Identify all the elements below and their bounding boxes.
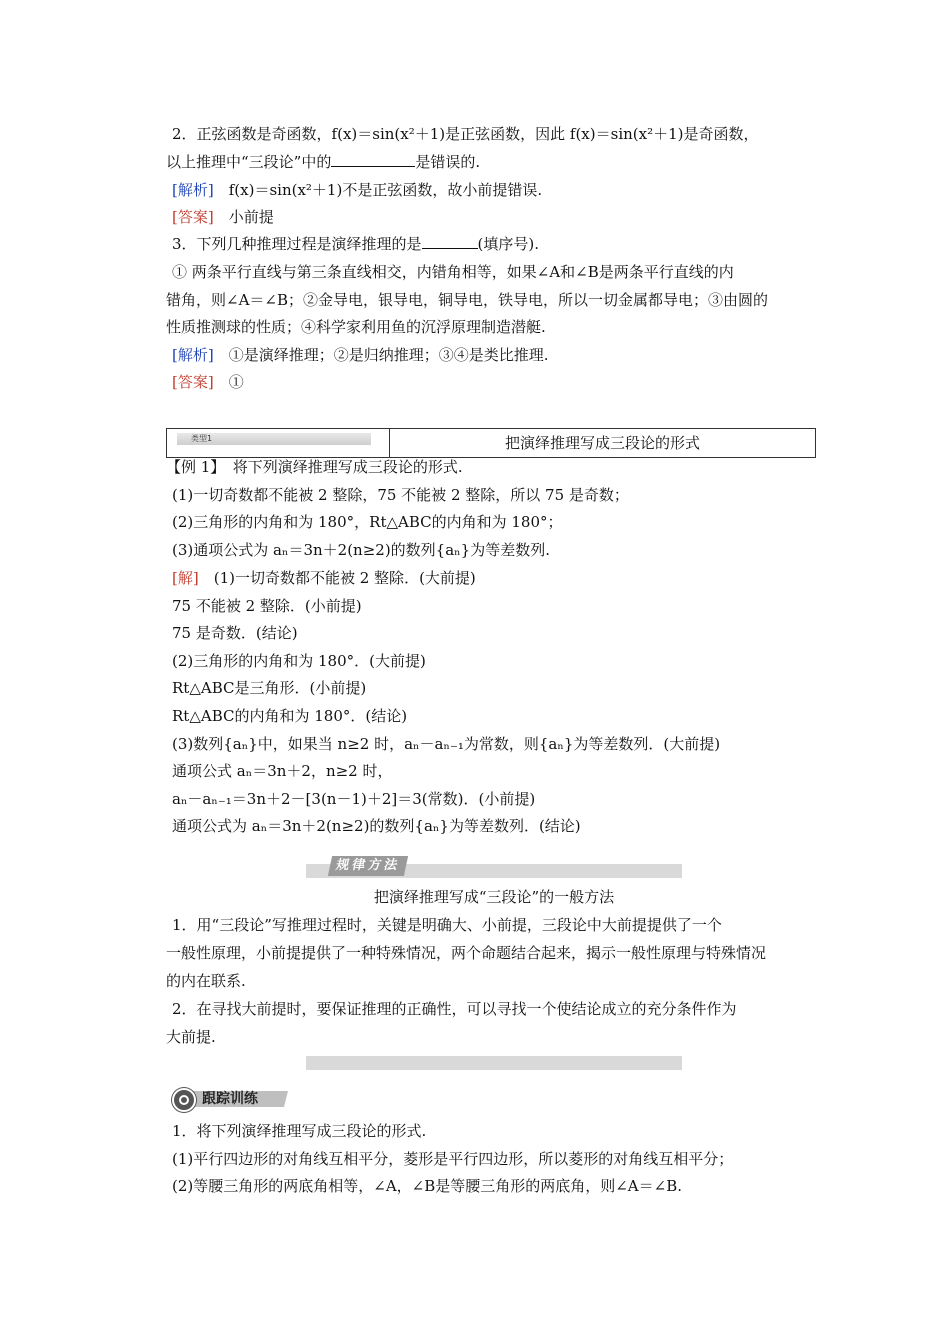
solution-text: (1)一切奇数都不能被 2 整除．(大前提) — [213, 569, 476, 587]
answer-text: 小前提 — [228, 208, 274, 226]
example-p2: (2)三角形的内角和为 180°，Rt△ABC的内角和为 180°； — [172, 513, 563, 531]
q3-stem-end: (填序号). — [477, 235, 540, 253]
solution-tag: [解] — [172, 569, 199, 587]
q2-line2 — [166, 151, 480, 173]
rule-1b: 一般性原理，小前提提供了一种特殊情况，两个命题结合起来，揭示一般性原理与特殊情况 — [166, 944, 767, 962]
q3-answer — [172, 371, 244, 393]
analysis-tag: [解析] — [172, 181, 214, 199]
rule-title: 把演绎推理写成“三段论”的一般方法 — [373, 888, 615, 906]
solution-line2: 75 不能被 2 整除．(小前提) — [172, 597, 362, 615]
rule-2b: 大前提. — [166, 1028, 216, 1046]
type-title: 把演绎推理写成三段论的形式 — [504, 434, 700, 452]
q2-line1: 2．正弦函数是奇函数，f(x)＝sin(x²＋1)是正弦函数，因此 f(x)＝sin(x²＋1)是奇函数， — [172, 125, 759, 143]
target-icon — [172, 1088, 196, 1112]
type-badge: 类型1 — [177, 433, 371, 445]
q3-analysis — [172, 344, 549, 366]
type-badge-cell — [167, 429, 390, 457]
q2-line2-text: 以上推理中“三段论”中的 — [166, 153, 332, 171]
solution-line6: Rt△ABC的内角和为 180°．(结论) — [172, 707, 408, 725]
solution-line10: 通项公式为 aₙ＝3n＋2(n≥2)的数列{aₙ}为等差数列．(结论) — [172, 817, 581, 835]
type-header-box — [166, 428, 816, 458]
analysis-text: ①是演绎推理；②是归纳推理；③④是类比推理. — [228, 346, 549, 364]
q3-stem: 3．下列几种推理过程是演绎推理的是 — [172, 235, 422, 253]
solution-line5: Rt△ABC是三角形．(小前提) — [172, 679, 367, 697]
rule-bottom-band — [306, 1056, 682, 1070]
answer-text: ① — [228, 373, 244, 391]
example-head: 【例 1】 将下列演绎推理写成三段论的形式. — [166, 458, 463, 476]
solution-line1 — [172, 567, 476, 589]
track-q1-2: (2)等腰三角形的两底角相等，∠A，∠B是等腰三角形的两底角，则∠A＝∠B. — [172, 1177, 683, 1195]
q3-opt2: 错角，则∠A＝∠B；②金导电，银导电，铜导电，铁导电，所以一切金属都导电；③由圆的 — [166, 291, 768, 309]
rule-1a: 1．用“三段论”写推理过程时，关键是明确大、小前提，三段论中大前提提供了一个 — [172, 916, 722, 934]
solution-line7: (3)数列{aₙ}中，如果当 n≥2 时，aₙ－aₙ₋₁为常数，则{aₙ}为等差数列．(大前提) — [172, 735, 721, 753]
solution-line3: 75 是奇数．(结论) — [172, 624, 298, 642]
analysis-text: f(x)＝sin(x²＋1)不是正弦函数，故小前提错误. — [228, 181, 543, 199]
solution-line8: 通项公式 aₙ＝3n＋2，n≥2 时， — [172, 762, 393, 780]
answer-blank — [422, 234, 478, 249]
track-label: 跟踪训练 — [202, 1091, 258, 1107]
solution-line4: (2)三角形的内角和为 180°．(大前提) — [172, 652, 426, 670]
track-badge — [172, 1088, 286, 1110]
solution-line9: aₙ－aₙ₋₁＝3n＋2－[3(n－1)＋2]＝3(常数)．(小前提) — [172, 790, 536, 808]
q2-answer — [172, 206, 274, 228]
q3-line1 — [172, 233, 539, 255]
example-p1: (1)一切奇数都不能被 2 整除，75 不能被 2 整除，所以 75 是奇数； — [172, 486, 629, 504]
rule-2a: 2．在寻找大前提时，要保证推理的正确性，可以寻找一个使结论成立的充分条件作为 — [172, 1000, 737, 1018]
q2-analysis — [172, 179, 542, 201]
q2-line2-end: 是错误的. — [415, 153, 481, 171]
q3-opt1: ① 两条平行直线与第三条直线相交，内错角相等，如果∠A和∠B是两条平行直线的内 — [172, 263, 734, 281]
analysis-tag: [解析] — [172, 346, 214, 364]
track-q1-1: (1)平行四边形的对角线互相平分，菱形是平行四边形，所以菱形的对角线互相平分； — [172, 1150, 734, 1168]
rule-1c: 的内在联系. — [166, 972, 246, 990]
answer-tag: [答案] — [172, 373, 214, 391]
q3-opt3: 性质推测球的性质；④科学家利用鱼的沉浮原理制造潜艇. — [166, 318, 546, 336]
example-p3: (3)通项公式为 aₙ＝3n＋2(n≥2)的数列{aₙ}为等差数列. — [172, 541, 550, 559]
rule-badge: 规律方法 — [328, 856, 408, 876]
answer-blank — [331, 152, 415, 167]
track-q1: 1．将下列演绎推理写成三段论的形式. — [172, 1122, 427, 1140]
answer-tag: [答案] — [172, 208, 214, 226]
